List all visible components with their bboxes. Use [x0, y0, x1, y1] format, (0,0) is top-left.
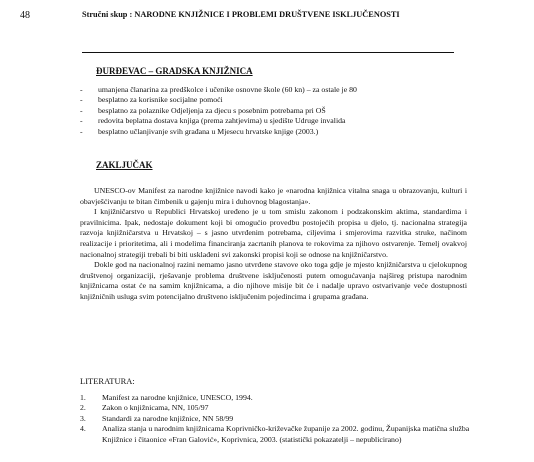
running-header: Stručni skup : NARODNE KNJIŽNICE I PROBLEMI DRUŠTVENE ISKLJUČENOSTI [82, 10, 400, 19]
page-number: 48 [20, 10, 30, 21]
list-item: - redovita beplatna dostava knjiga (prema zahtjevima) u sjedište Udruge invalida [80, 116, 480, 126]
section-title-conclusion: ZAKLJUČAK [96, 160, 153, 170]
reference-text: Zakon o knjižnicama, NN, 105/97 [102, 403, 209, 413]
reference-text: Analiza stanja u narodnim knjižnicama Koprivničko-križevačke županije za 2002. godinu, Županijska matična služba Knjižnice i čitaonice «Fran Galović», Koprivnica, 2003. (statistički pokazatelji – nepublicirano) [102, 424, 470, 444]
reference-item [80, 414, 480, 424]
reference-number: 4. [80, 424, 86, 434]
reference-item [80, 403, 480, 413]
section-title-durdevac: ĐURĐEVAC – GRADSKA KNJIŽNICA [96, 66, 253, 76]
paragraph: I knjižničarstvo u Republici Hrvatskoj uređeno je u tom smislu zakonom i podzakonskim aktima, standardima i pravilnicima. Ipak, nedostaje dokument koji bi omogućio provedbu postojećih propisa u djelo, tj. nacionalna strategija razvoja knjižničarstva u Hrvatskoj – s jasno utvrđenim potrebama, ciljevima i smjerovima razvitka struke, načinom realizacije i prioritetima, ali i modelima financiranja zacrtanih planova te rokovima za njihovo ostvarenje. Temelj ovakvoj nacionalnoj strategiji trebali bi biti usklađeni svi zakonski propisi koji se odnose na knjižničarstvo. [80, 207, 467, 259]
reference-number: 2. [80, 403, 86, 413]
list-item: - umanjena članarina za predškolce i učenike osnovne škole (60 kn) – za ostale je 80 [80, 85, 480, 95]
list-item: - besplatno učlanjivanje svih građana u Mjesecu hrvatske knjige (2003.) [80, 127, 480, 137]
reference-number: 1. [80, 393, 86, 402]
reference-number: 3. [80, 413, 86, 423]
literature-title: LITERATURA: [80, 376, 135, 386]
paragraph: Dokle god na nacionalnoj razini nemamo jasno utvrđene stavove oko toga gdje je mjesto knjižničarstva u cjelokupnog društvenoj organizaciji, rješavanje problema društvene isključenosti putem omogućavanja najšireg pristupa narodnim knjižnicama ostat će na samim knjižnicama, a dio njihove misije bit će i nadalje upravo ostvarivanje veće dostupnosti knjižničnih usluga svim potencijalno društveno isključenim pojedincima i grupama građana. [80, 260, 467, 301]
list-item: - besplatno za korisnike socijalne pomoći [80, 95, 480, 105]
paragraph: UNESCO-ov Manifest za narodne knjižnice navodi kako je «narodna knjižnica vitalna snaga u obrazovanju, kulturi i obavješćivanju te bitan čimbenik u gajenju mira i duhovnog blagostanja». [80, 186, 467, 206]
reference-item [80, 393, 480, 403]
list-item: - besplatno za polaznike Odjeljenja za djecu s posebnim potrebama pri OŠ [80, 106, 480, 116]
reference-text: Standardi za narodne knjižnice, NN 58/99 [102, 413, 234, 423]
reference-text: Manifest za narodne knjižnice, UNESCO, 1994. [102, 393, 253, 402]
reference-list [80, 393, 480, 445]
header-divider [82, 52, 454, 53]
conclusion-body [80, 186, 467, 303]
reference-item [80, 424, 480, 445]
service-list [80, 85, 480, 137]
